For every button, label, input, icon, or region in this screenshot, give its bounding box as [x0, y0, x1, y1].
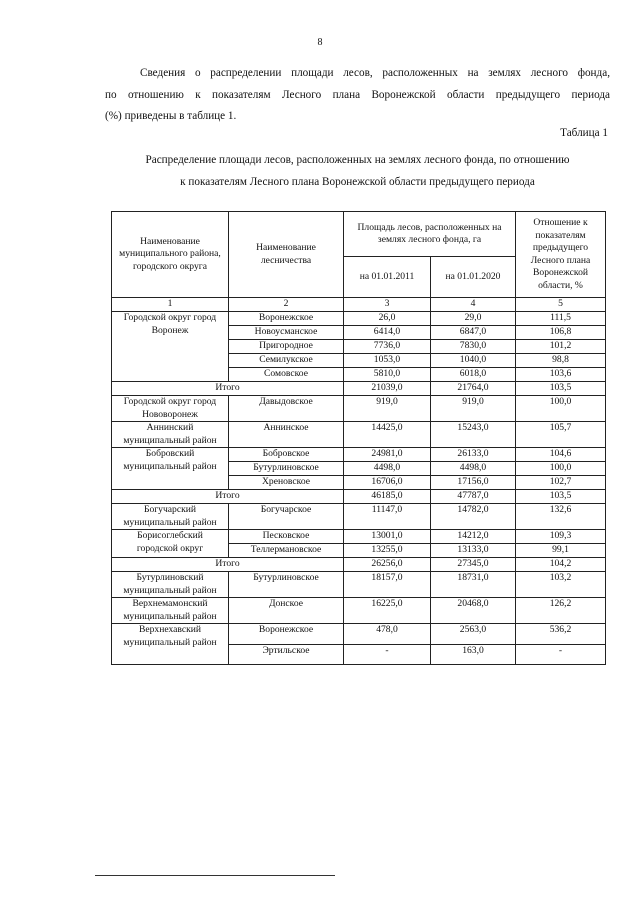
intro-line-3: (%) приведены в таблице 1. — [105, 110, 237, 122]
area-2011-cell: 13001,0 — [344, 530, 431, 544]
area-2020-cell: 29,0 — [431, 312, 516, 326]
total-row — [112, 382, 606, 396]
header-forestry: Наименование лесничества — [229, 212, 344, 298]
ratio-cell: 99,1 — [516, 544, 606, 558]
forestry-cell: Бутурлиновское — [229, 462, 344, 476]
table-row — [112, 312, 606, 326]
area-2011-cell: 16225,0 — [344, 598, 431, 624]
total-row — [112, 490, 606, 504]
area-2011-cell: 26,0 — [344, 312, 431, 326]
ratio-cell: 111,5 — [516, 312, 606, 326]
area-2020-cell: 21764,0 — [431, 382, 516, 396]
footnote-divider — [95, 875, 335, 876]
table-row — [112, 422, 606, 448]
area-2020-cell: 163,0 — [431, 644, 516, 665]
area-2011-cell: 4498,0 — [344, 462, 431, 476]
area-2020-cell: 7830,0 — [431, 340, 516, 354]
table-row — [112, 448, 606, 462]
ratio-cell: 103,5 — [516, 382, 606, 396]
table-row — [112, 530, 606, 544]
forestry-cell: Аннинское — [229, 422, 344, 448]
table-title-line-2: к показателям Лесного плана Воронежской области предыдущего периода — [180, 176, 535, 188]
area-2011-cell: 46185,0 — [344, 490, 431, 504]
ratio-cell: 536,2 — [516, 624, 606, 645]
intro-paragraph — [105, 63, 610, 128]
ratio-cell: 101,2 — [516, 340, 606, 354]
area-2020-cell: 26133,0 — [431, 448, 516, 462]
ratio-cell: 104,6 — [516, 448, 606, 462]
area-2020-cell: 14212,0 — [431, 530, 516, 544]
area-2011-cell: 16706,0 — [344, 476, 431, 490]
ratio-cell: 103,6 — [516, 368, 606, 382]
area-2020-cell: 17156,0 — [431, 476, 516, 490]
area-2011-cell: 1053,0 — [344, 354, 431, 368]
municipality-cell: Городской округ город Воронеж — [112, 312, 229, 382]
ratio-cell: - — [516, 644, 606, 665]
area-2011-cell: 7736,0 — [344, 340, 431, 354]
column-number: 4 — [431, 298, 516, 312]
area-2020-cell: 919,0 — [431, 396, 516, 422]
forestry-cell: Сомовское — [229, 368, 344, 382]
forestry-cell: Богучарское — [229, 504, 344, 530]
municipality-cell: Богучарский муниципальный район — [112, 504, 229, 530]
ratio-cell: 100,0 — [516, 396, 606, 422]
total-label: Итого — [112, 382, 344, 396]
area-2020-cell: 6018,0 — [431, 368, 516, 382]
area-2020-cell: 27345,0 — [431, 558, 516, 572]
area-2011-cell: 6414,0 — [344, 326, 431, 340]
forestry-cell: Пригородное — [229, 340, 344, 354]
table-header-row — [112, 212, 606, 257]
area-2011-cell: 478,0 — [344, 624, 431, 645]
area-2020-cell: 4498,0 — [431, 462, 516, 476]
ratio-cell: 109,3 — [516, 530, 606, 544]
header-ratio: Отношение к показателям предыдущего Лесного плана Воронежской области, % — [516, 212, 606, 298]
table-row — [112, 396, 606, 422]
ratio-cell: 106,8 — [516, 326, 606, 340]
forestry-cell: Семилукское — [229, 354, 344, 368]
area-2011-cell: 21039,0 — [344, 382, 431, 396]
area-2020-cell: 14782,0 — [431, 504, 516, 530]
area-2011-cell: 26256,0 — [344, 558, 431, 572]
municipality-cell: Борисоглебский городской округ — [112, 530, 229, 558]
total-label: Итого — [112, 558, 344, 572]
ratio-cell: 132,6 — [516, 504, 606, 530]
intro-line-1: Сведения о распределении площади лесов, расположенных на землях лесного фонда, — [140, 67, 610, 79]
header-area: Площадь лесов, расположенных на землях лесного фонда, га — [344, 212, 516, 257]
area-2011-cell: 5810,0 — [344, 368, 431, 382]
forestry-cell: Новоусманское — [229, 326, 344, 340]
forestry-cell: Воронежское — [229, 312, 344, 326]
page-number: 8 — [317, 37, 323, 48]
area-2011-cell: - — [344, 644, 431, 665]
forestry-cell: Песковское — [229, 530, 344, 544]
table-title-line-1: Распределение площади лесов, расположенных на землях лесного фонда, по отношению — [145, 154, 570, 166]
ratio-cell: 98,8 — [516, 354, 606, 368]
table-column-numbers-row — [112, 298, 606, 312]
forestry-cell: Донское — [229, 598, 344, 624]
column-number: 5 — [516, 298, 606, 312]
table-row — [112, 624, 606, 645]
column-number: 3 — [344, 298, 431, 312]
ratio-cell: 102,7 — [516, 476, 606, 490]
area-2011-cell: 24981,0 — [344, 448, 431, 462]
intro-line-2: по отношению к показателям Лесного плана Воронежской области предыдущего периода — [105, 88, 610, 101]
forestry-cell: Хреновское — [229, 476, 344, 490]
municipality-cell: Верхнемамонский муниципальный район — [112, 598, 229, 624]
forestry-cell: Воронежское — [229, 624, 344, 645]
header-date-2011: на 01.01.2011 — [344, 257, 431, 298]
forestry-cell: Бобровское — [229, 448, 344, 462]
municipality-cell: Бутурлиновский муниципальный район — [112, 572, 229, 598]
ratio-cell: 126,2 — [516, 598, 606, 624]
column-number: 2 — [229, 298, 344, 312]
header-date-2020: на 01.01.2020 — [431, 257, 516, 298]
forestry-cell: Давыдовское — [229, 396, 344, 422]
area-2020-cell: 20468,0 — [431, 598, 516, 624]
ratio-cell: 105,7 — [516, 422, 606, 448]
municipality-cell: Верхнехавский муниципальный район — [112, 624, 229, 665]
municipality-cell: Аннинский муниципальный район — [112, 422, 229, 448]
area-2011-cell: 919,0 — [344, 396, 431, 422]
area-2020-cell: 6847,0 — [431, 326, 516, 340]
table-label: Таблица 1 — [560, 127, 608, 139]
forestry-cell: Теллермановское — [229, 544, 344, 558]
area-2020-cell: 1040,0 — [431, 354, 516, 368]
area-2011-cell: 13255,0 — [344, 544, 431, 558]
municipality-cell: Бобровский муниципальный район — [112, 448, 229, 490]
table-row — [112, 572, 606, 598]
area-2020-cell: 15243,0 — [431, 422, 516, 448]
total-label: Итого — [112, 490, 344, 504]
ratio-cell: 100,0 — [516, 462, 606, 476]
ratio-cell: 103,5 — [516, 490, 606, 504]
table-row — [112, 598, 606, 624]
area-2020-cell: 13133,0 — [431, 544, 516, 558]
area-2020-cell: 18731,0 — [431, 572, 516, 598]
forestry-cell: Бутурлиновское — [229, 572, 344, 598]
area-2011-cell: 18157,0 — [344, 572, 431, 598]
forestry-cell: Эртильское — [229, 644, 344, 665]
area-2020-cell: 2563,0 — [431, 624, 516, 645]
table-title — [100, 149, 615, 193]
area-2011-cell: 14425,0 — [344, 422, 431, 448]
header-municipality: Наименование муниципального района, городского округа — [112, 212, 229, 298]
forest-area-table — [111, 211, 606, 665]
total-row — [112, 558, 606, 572]
ratio-cell: 103,2 — [516, 572, 606, 598]
municipality-cell: Городской округ город Нововоронеж — [112, 396, 229, 422]
table-row — [112, 504, 606, 530]
ratio-cell: 104,2 — [516, 558, 606, 572]
area-2020-cell: 47787,0 — [431, 490, 516, 504]
column-number: 1 — [112, 298, 229, 312]
area-2011-cell: 11147,0 — [344, 504, 431, 530]
